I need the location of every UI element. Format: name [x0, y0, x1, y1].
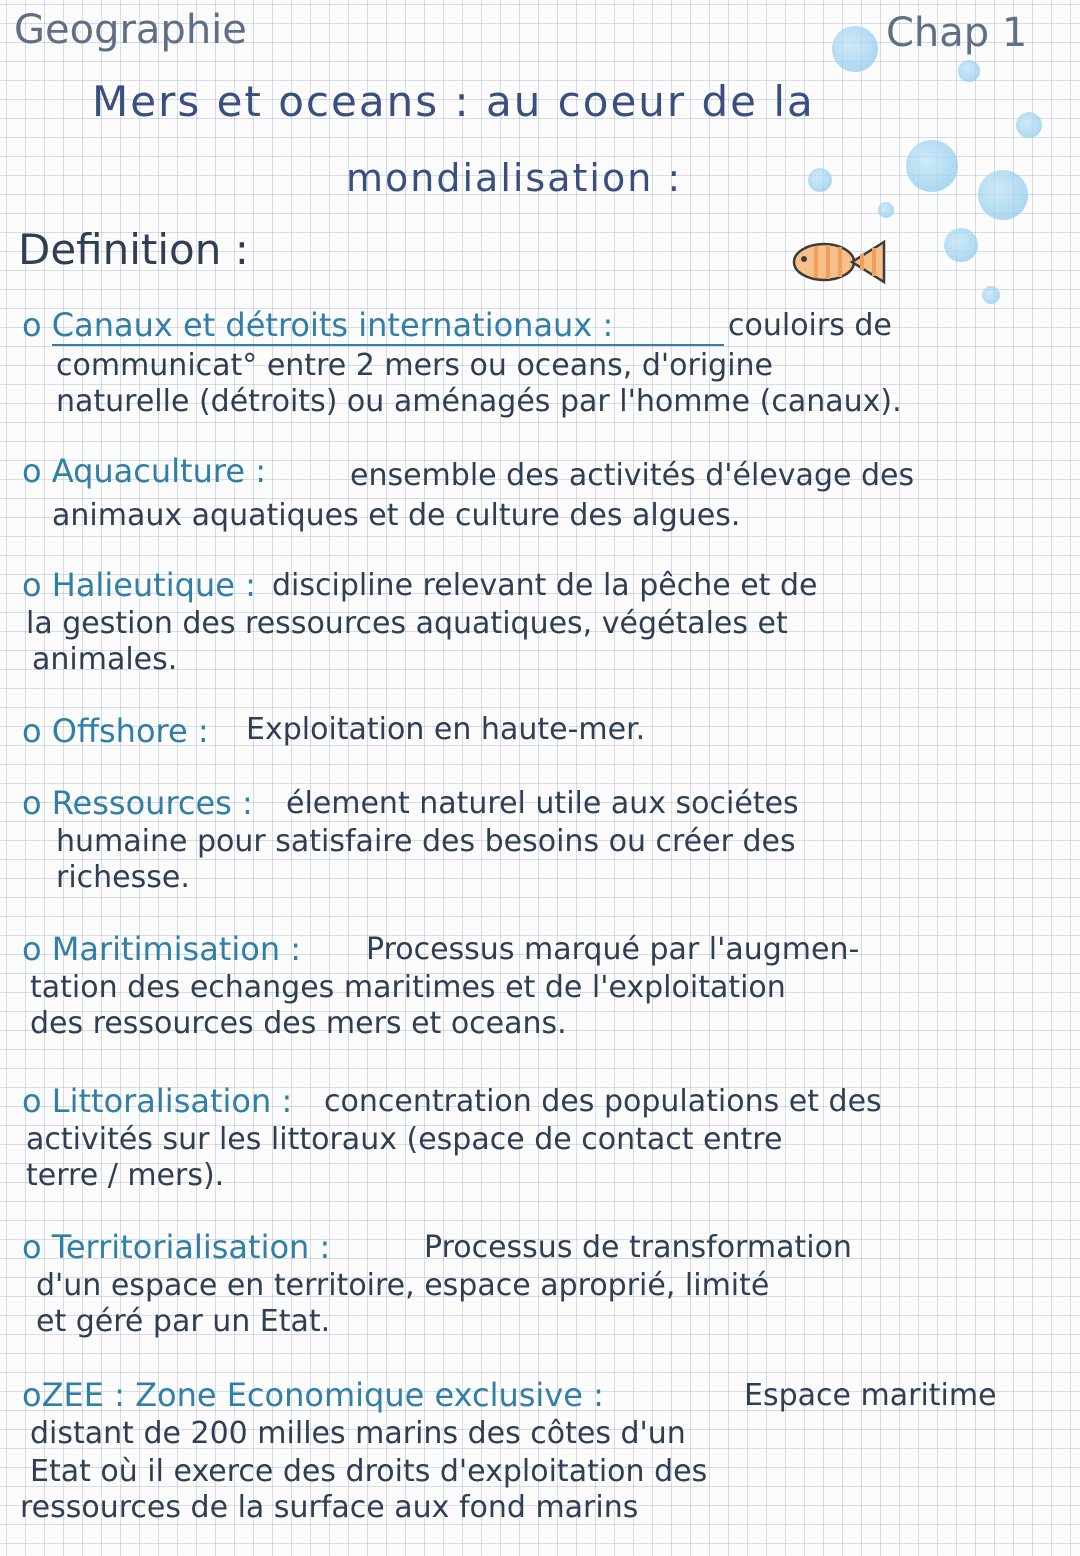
definition-term: o Territorialisation : [22, 1228, 331, 1266]
definition-term: o Maritimisation : [22, 930, 302, 968]
definition-text: naturelle (détroits) ou aménagés par l'homme (canaux). [56, 384, 902, 419]
definition-text: animales. [32, 642, 178, 677]
definition-text: discipline relevant de la pêche et de [272, 568, 818, 603]
definition-text: ressources de la surface aux fond marins [20, 1490, 639, 1525]
definition-text: couloirs de [728, 308, 892, 343]
page-title-line-1: Mers et oceans : au coeur de la [92, 77, 815, 126]
definition-term: o Halieutique : [22, 566, 256, 604]
definition-text: d'un espace en territoire, espace aproprié, limité [36, 1268, 770, 1303]
definition-text: Espace maritime [744, 1378, 997, 1413]
definition-text: tation des echanges maritimes et de l'exploitation [30, 970, 786, 1005]
term-underline [52, 344, 724, 346]
definition-text: activités sur les littoraux (espace de contact entre [26, 1122, 783, 1157]
definition-term: o Ressources : [22, 784, 253, 822]
subject-label: Geographie [14, 7, 247, 53]
definition-text: animaux aquatiques et de culture des algues. [52, 498, 741, 533]
section-heading: Definition : [18, 225, 249, 274]
definition-term: o Offshore : [22, 712, 209, 750]
definition-text: élement naturel utile aux sociétes [286, 786, 799, 821]
definition-text: distant de 200 milles marins des côtes d'un [30, 1416, 686, 1451]
definition-text: richesse. [56, 860, 190, 895]
definition-text: humaine pour satisfaire des besoins ou créer des [56, 824, 796, 859]
definition-text: Processus de transformation [424, 1230, 852, 1265]
definition-text: ensemble des activités d'élevage des [350, 458, 915, 493]
definition-text: Etat où il exerce des droits d'exploitation des [30, 1454, 708, 1489]
page-title-line-2: mondialisation : [346, 156, 683, 200]
definition-text: concentration des populations et des [324, 1084, 882, 1119]
definition-text: et géré par un Etat. [36, 1304, 331, 1339]
definition-text: des ressources des mers et oceans. [30, 1006, 567, 1041]
definition-term: oZEE : Zone Economique exclusive : [22, 1376, 604, 1414]
chapter-label: Chap 1 [886, 10, 1028, 56]
definition-term: o Aquaculture : [22, 452, 266, 490]
definition-text: communicat° entre 2 mers ou oceans, d'origine [56, 348, 774, 383]
definition-text: la gestion des ressources aquatiques, végétales et [26, 606, 788, 641]
definition-term: o Littoralisation : [22, 1082, 293, 1120]
definition-text: Exploitation en haute-mer. [246, 712, 646, 747]
definition-text: terre / mers). [26, 1158, 225, 1193]
definition-text: Processus marqué par l'augmen- [366, 932, 860, 967]
definition-term: o Canaux et détroits internationaux : [22, 306, 614, 344]
